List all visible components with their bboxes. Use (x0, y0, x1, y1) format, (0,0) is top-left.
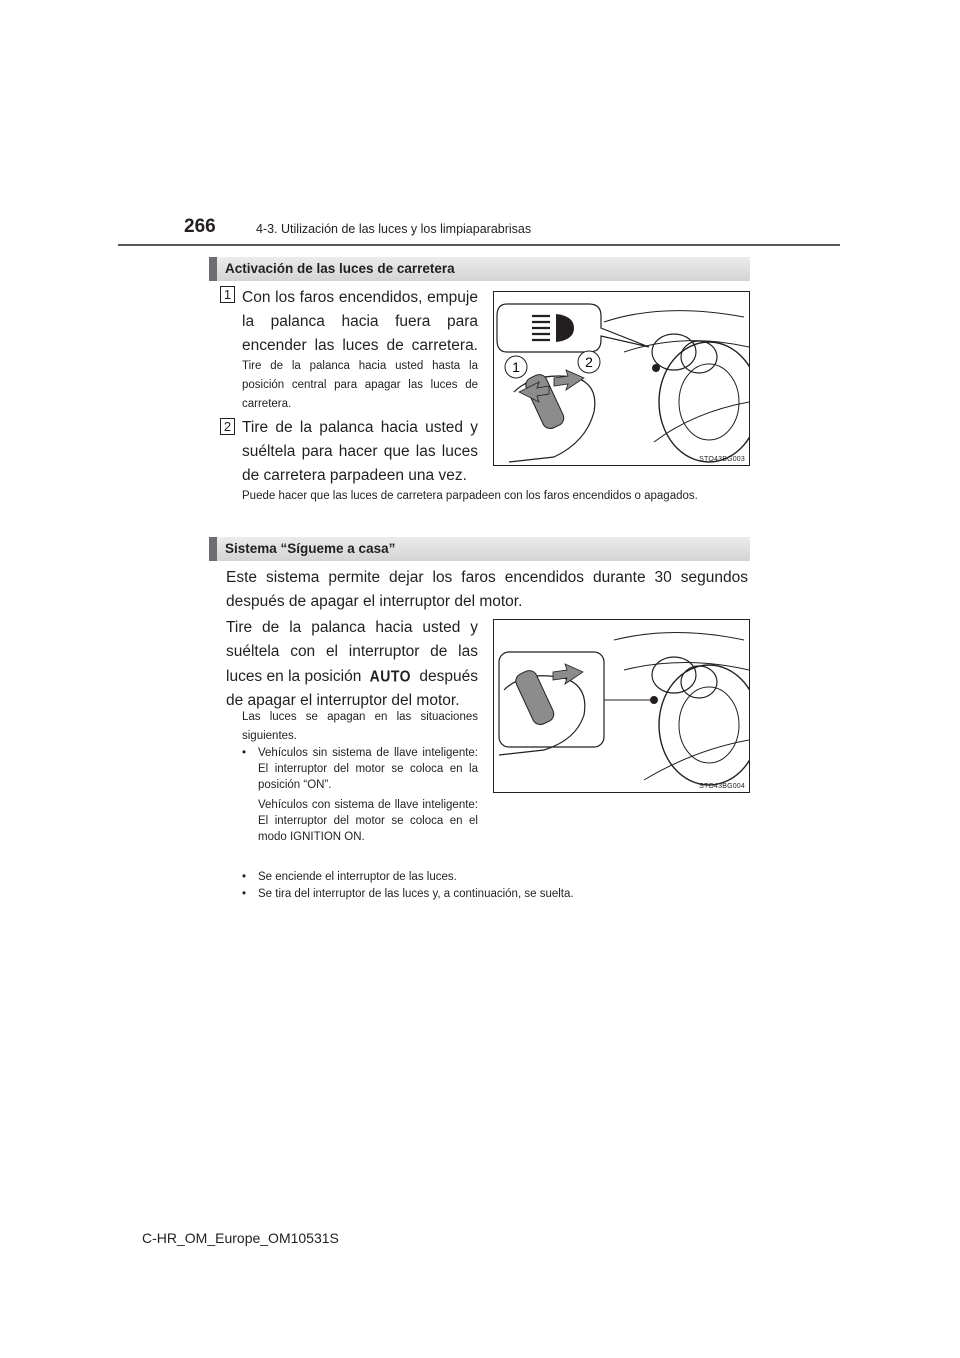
auto-position-symbol: AUTO (369, 667, 412, 685)
page-number: 266 (184, 216, 216, 237)
callout-1: 1 (512, 359, 520, 375)
condition-item: Vehículos con sistema de llave inteligente: El interruptor del motor se coloca en el modo IGNITION ON. (258, 799, 478, 843)
follow-me-instruction (226, 616, 478, 713)
bullet-marker: • (242, 871, 247, 883)
figure-follow-me-lever (493, 619, 750, 793)
bullet-marker: • (242, 888, 247, 900)
lever-pull-illustration (494, 620, 749, 792)
figure-caption: STO43BG003 (699, 456, 745, 463)
section-heading-text: Activación de las luces de carretera (225, 261, 455, 276)
condition-item: Se enciende el interruptor de las luces. (258, 871, 457, 883)
document-code: C-HR_OM_Europe_OM10531S (142, 1230, 339, 1246)
condition-item: Se tira del interruptor de las luces y, a continuación, se suelta. (258, 888, 574, 900)
flash-note: Puede hacer que las luces de carretera parpadeen con los faros encendidos o apagados. (242, 490, 698, 502)
section-heading-text: Sistema “Sígueme a casa” (225, 541, 396, 556)
header-divider (118, 244, 840, 246)
step-marker-1: 1 (220, 286, 235, 303)
bullet-marker: • (242, 747, 247, 759)
callout-2: 2 (585, 354, 593, 370)
lever-illustration (494, 292, 749, 465)
figure-high-beam-lever (493, 291, 750, 466)
step-marker-2: 2 (220, 418, 235, 435)
section-heading-high-beam (209, 257, 750, 281)
step-2-text: Tire de la palanca hacia usted y suéltela para hacer que las luces de carretera parpadeen una vez. (242, 419, 478, 484)
section-heading-follow-me-home (209, 537, 750, 561)
instruction-text-part2: después de apagar el interruptor del motor. (226, 668, 479, 709)
step-1-text: Con los faros encendidos, empuje la palanca hacia fuera para encender las luces de carretera. (242, 289, 478, 354)
instruction-text-part1: Tire de la palanca hacia usted y suéltela con el interruptor de las luces en la posición (226, 619, 478, 685)
figure-caption: STO43BG004 (699, 783, 745, 790)
running-header: 4-3. Utilización de las luces y los limpiaparabrisas (256, 222, 532, 236)
condition-item: Vehículos sin sistema de llave inteligente: El interruptor del motor se coloca en la posición “ON”. (258, 747, 478, 791)
conditions-intro: Las luces se apagan en las situaciones siguientes. (242, 711, 478, 742)
follow-me-intro: Este sistema permite dejar los faros encendidos durante 30 segundos después de apagar el interruptor del motor. (226, 569, 748, 610)
step-1-note: Tire de la palanca hacia usted hasta la posición central para apagar las luces de carretera. (242, 360, 478, 410)
